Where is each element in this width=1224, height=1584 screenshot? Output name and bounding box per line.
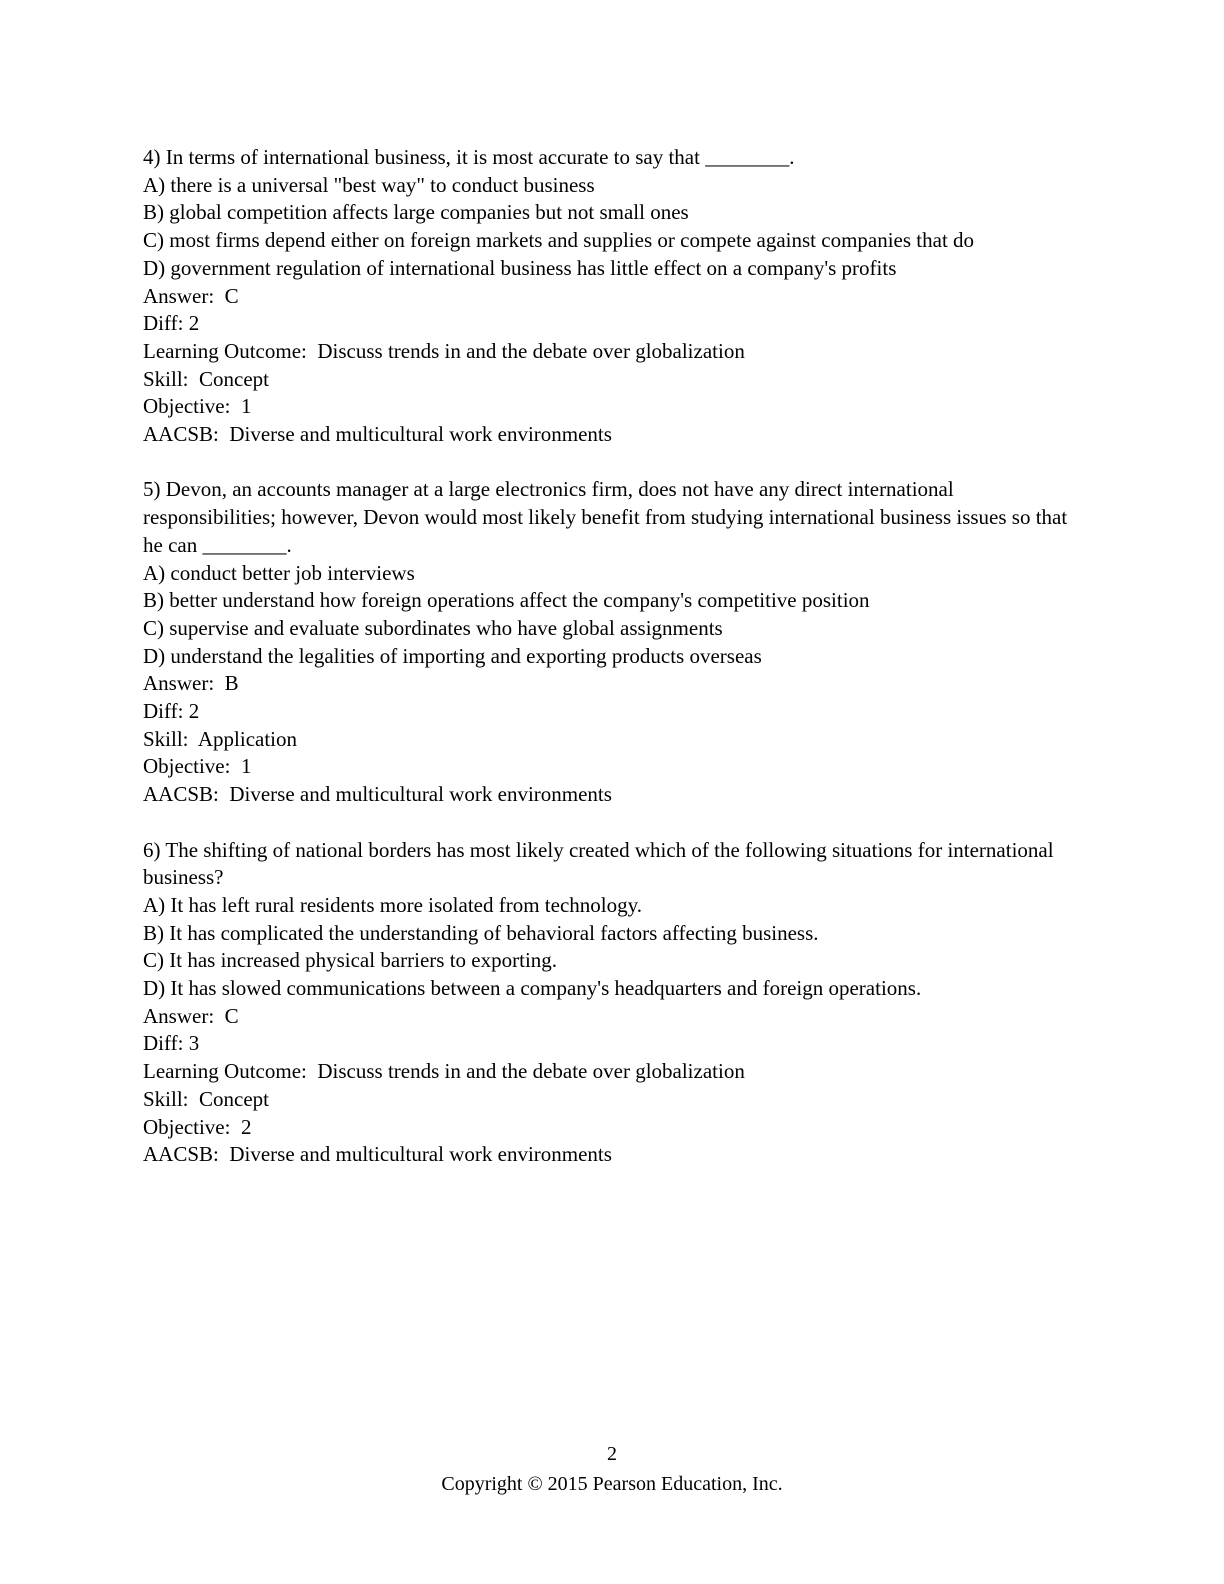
skill-line: Skill: Application — [143, 726, 298, 751]
answer-line: Answer: C — [143, 1003, 239, 1028]
question-stem: 4) In terms of international business, it is most accurate to say that ________. — [143, 145, 795, 169]
page-number: 2 — [607, 1443, 617, 1465]
answer-line: Answer: B — [143, 671, 239, 696]
option-b: B) global competition affects large companies but not small ones — [143, 200, 689, 225]
option-b: B) It has complicated the understanding of behavioral factors affecting business. — [143, 920, 819, 945]
question-stem: 5) Devon, an accounts manager at a large electronics firm, does not have any direct international responsibilities; however, Devon would most likely benefit from studying international business issues so that he can ________. — [143, 477, 1073, 557]
option-b: B) better understand how foreign operations affect the company's competitive position — [143, 588, 870, 613]
objective-line: Objective: 1 — [143, 754, 252, 779]
page-content — [143, 144, 1085, 1197]
aacsb-line: AACSB: Diverse and multicultural work environments — [143, 1142, 612, 1167]
aacsb-line: AACSB: Diverse and multicultural work environments — [143, 782, 612, 807]
diff-line: Diff: 3 — [143, 1031, 200, 1056]
answer-line: Answer: C — [143, 283, 239, 308]
option-a: A) there is a universal "best way" to conduct business — [143, 172, 595, 197]
skill-line: Skill: Concept — [143, 366, 269, 391]
objective-line: Objective: 2 — [143, 1114, 252, 1139]
question-6 — [143, 837, 1085, 1169]
diff-line: Diff: 2 — [143, 699, 200, 724]
aacsb-line: AACSB: Diverse and multicultural work environments — [143, 422, 612, 447]
option-d: D) government regulation of international business has little effect on a company's profits — [143, 255, 897, 280]
option-c: C) most firms depend either on foreign markets and supplies or compete against companies that do — [143, 228, 975, 253]
diff-line: Diff: 2 — [143, 311, 200, 336]
question-stem: 6) The shifting of national borders has most likely created which of the following situations for international business? — [143, 837, 1059, 890]
skill-line: Skill: Concept — [143, 1086, 269, 1111]
option-a: A) It has left rural residents more isolated from technology. — [143, 892, 642, 917]
option-d: D) It has slowed communications between a company's headquarters and foreign operations. — [143, 976, 922, 1001]
option-c: C) supervise and evaluate subordinates who have global assignments — [143, 615, 723, 640]
question-5 — [143, 476, 1085, 808]
learning-outcome-line: Learning Outcome: Discuss trends in and the debate over globalization — [143, 1059, 745, 1084]
option-d: D) understand the legalities of importing and exporting products overseas — [143, 643, 762, 668]
learning-outcome-line: Learning Outcome: Discuss trends in and the debate over globalization — [143, 338, 745, 363]
option-a: A) conduct better job interviews — [143, 560, 415, 585]
option-c: C) It has increased physical barriers to exporting. — [143, 948, 558, 973]
objective-line: Objective: 1 — [143, 394, 252, 419]
question-4 — [143, 144, 1085, 449]
copyright-notice: Copyright © 2015 Pearson Education, Inc. — [441, 1473, 783, 1495]
